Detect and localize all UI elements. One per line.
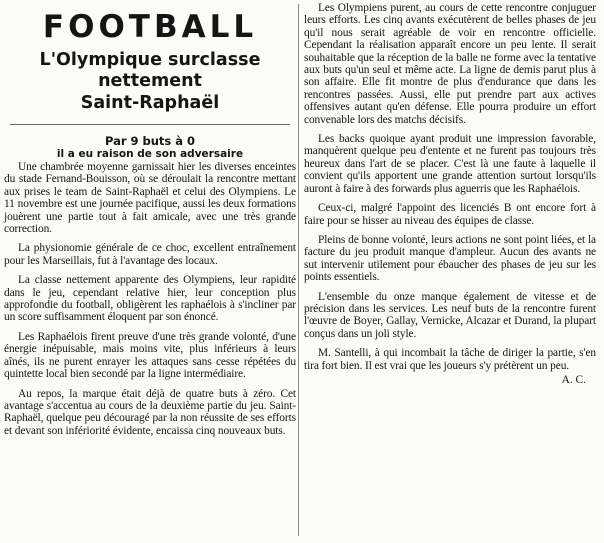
paragraph: La classe nettement apparente des Olympiens, leur rapidité dans le jeu, cependant relative hier, leur conception plus approfondie du football, obligèrent les raphaélois à s'incliner par un score suffisamment éloquent par son énoncé. [4,274,296,324]
headline-line-1: L'Olympique surclasse nettement [39,50,261,91]
paragraph: La physionomie générale de ce choc, excellent entraînement pour les Marseillais, fut à l'avantage des locaux. [4,242,296,267]
section-kicker: FOOTBALL [42,9,258,45]
author-signature: A. C. [561,373,586,386]
headline-line-2: Saint-Raphaël [80,93,220,113]
paragraph: Au repos, la marque était déjà de quatre buts à zéro. Cet avantage s'accentua au cours de la deuxième partie du jeu. Saint-Raphaël, quelque peu découragé par la non réussite de ses efforts et devant son infériorité évidente, encaissa cinq nouveaux buts. [4,387,296,437]
subheadline-score: Par 9 buts à 0 [104,134,196,148]
paragraph: L'ensemble du onze manque également de vitesse et de précision dans les services. Les neuf buts de la rencontre furent l'œuvre de Boyer, Gallay, Vernicke, Alcazar et Durand, la plupart conçus dans un joli style. [304,290,596,340]
left-column [4,0,296,437]
paragraph: Pleins de bonne volonté, leurs actions ne sont point liées, et la facture du jeu produit manque d'ampleur. Aucun des avants ne sut intervenir utilement pour ébaucher des phases de jeu sur les points essentiels. [304,233,596,284]
paragraph: Les Raphaélois firent preuve d'une très grande volonté, d'une énergie inépuisable, mais moins vite, plus inférieurs à leurs aînés, ils ne purent enrayer les attaques sans cesse répétées du quintette local bien secondé par la ligne intermédiaire. [4,330,296,381]
paragraph: M. Santelli, à qui incombait la tâche de diriger la partie, s'en tira fort bien. Il est vrai que les joueurs s'y prétèrent un peu. [304,347,596,372]
paragraph: Les Olympiens purent, au cours de cette rencontre conjuguer leurs efforts. Les cinq avants exécutèrent de belles phases de jeu qu'il nous serait agréable de voir en rencontre officielle. Cependant la réalisation apparaît encore un peu lente. Il serait souhaitable que la réception de la balle ne forme avec la tentative aux buts qu'un seul et même acte. La ligne de demis parut plus à son affaire. Elle fit montre de plus d'endurance que dans les rencontres passées. Aussi, elle put prendre part aux actives offensives autant qu'en défense. Elle pourra produire un effort convenable lors des matchs décisifs. [304,2,596,126]
paragraph: Les backs quoique ayant produit une impression favorable, manquèrent quelque peu d'entente et ne furent pas toujours très heureux dans l'art de se placer. C'est là une faute à laquelle il convient qu'ils apportent une grande attention surtout lorsqu'ils auront à faire à des forwards plus aguerris que les Raphaélois. [304,133,596,195]
paragraph: Ceux-ci, malgré l'appoint des licenciés B ont encore fort à faire pour se hisser au niveau des équipes de classe. [304,202,596,227]
headline-rule [10,124,290,125]
column-divider [298,4,299,536]
paragraph: Une chambrée moyenne garnissait hier les diverses enceintes du stade Fernand-Bouisson, où se déroulait la rencontre mettant aux prises le team de Saint-Raphaël et celui des Olympiens. Le 11 novembre est une journée pacifique, aussi les deux formations jouèrent une partie tout à fait amicale, avec une très grande correction. [4,161,296,236]
subheadline-summary: il a eu raison de son adversaire [56,148,244,160]
right-column [304,0,596,386]
